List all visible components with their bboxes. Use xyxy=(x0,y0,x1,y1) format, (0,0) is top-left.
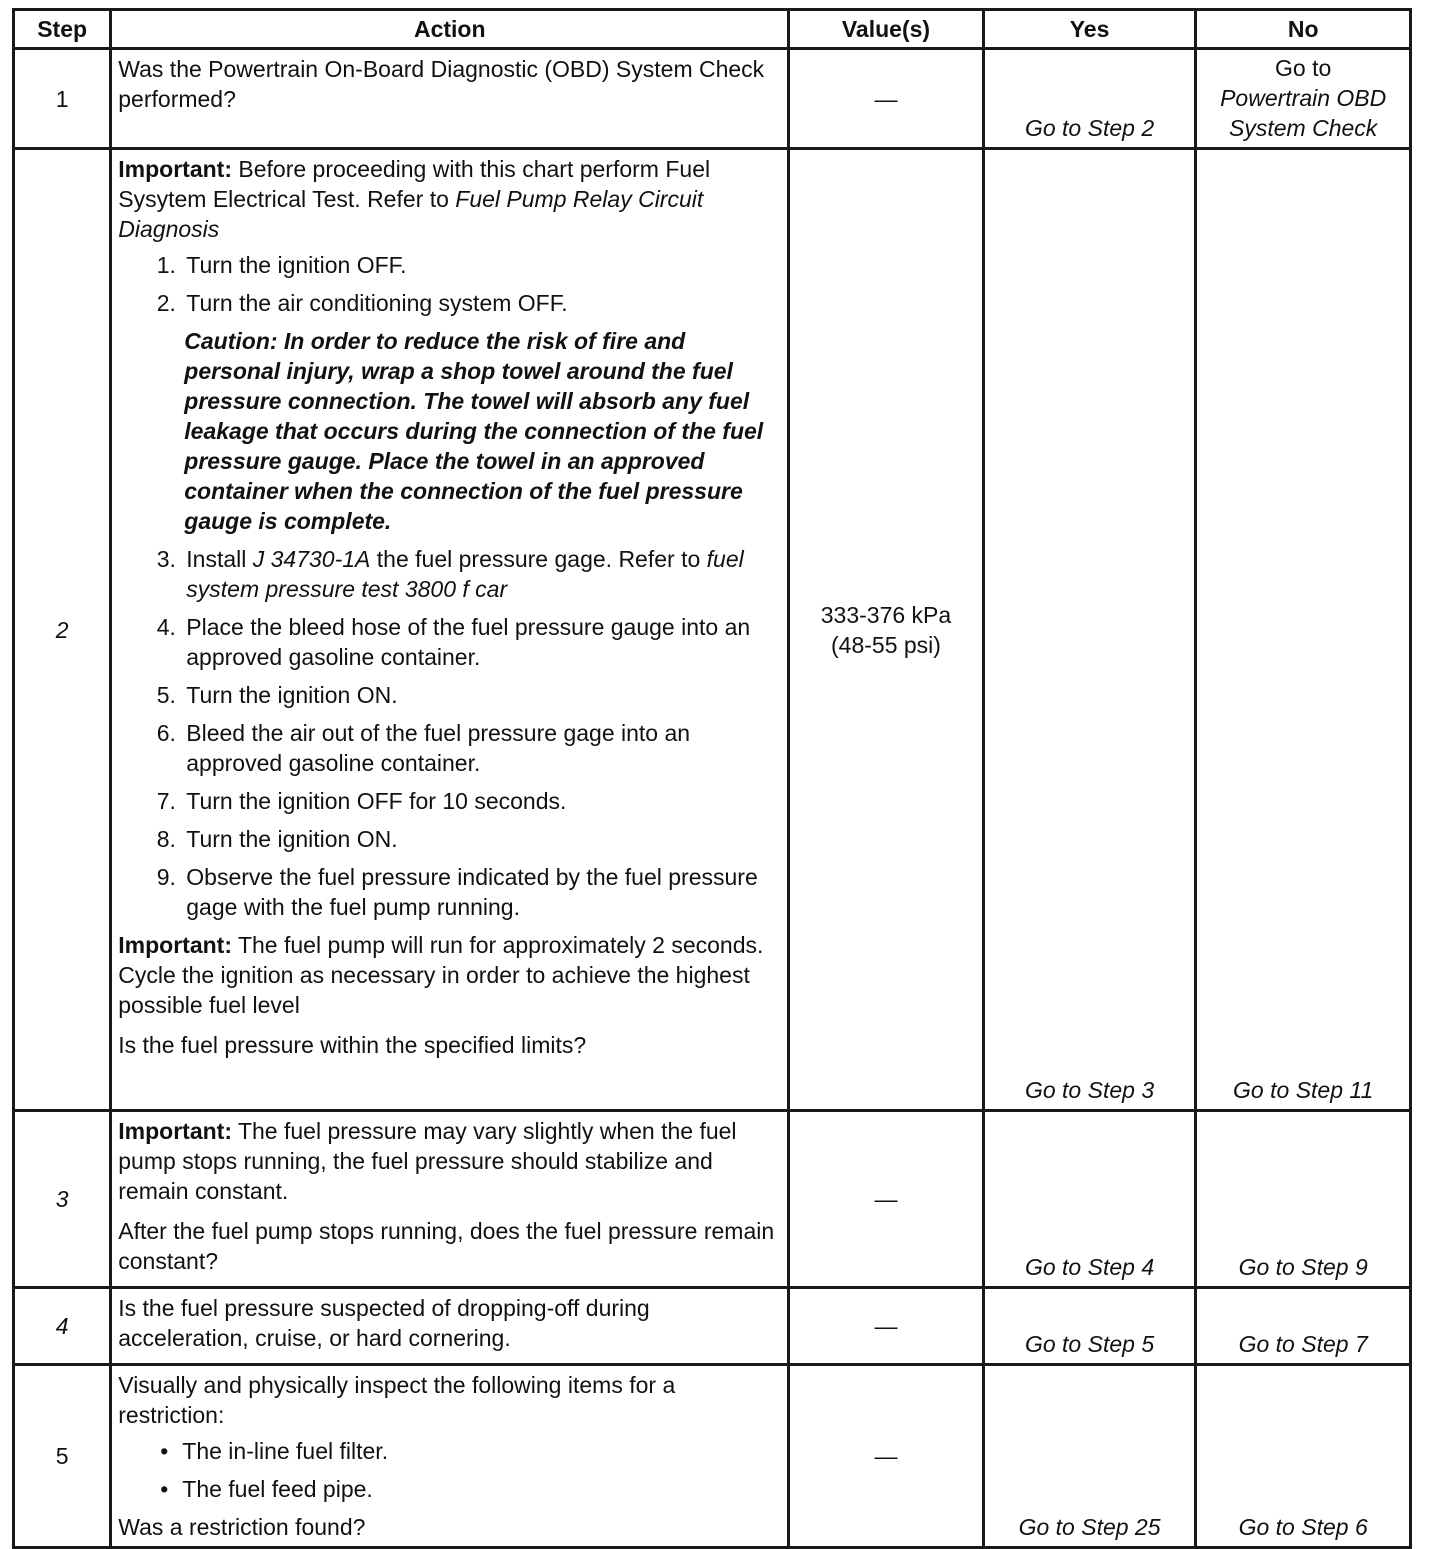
action-question: After the fuel pump stops running, does the fuel pressure remain constant? xyxy=(118,1218,775,1274)
diagnostic-table xyxy=(12,8,1412,1549)
important-label: Important: xyxy=(118,932,232,958)
action-cell xyxy=(111,49,789,149)
list-item xyxy=(160,1474,781,1504)
action-cell xyxy=(111,1288,789,1365)
value-cell: — xyxy=(789,1288,984,1365)
procedure-step: 7. Turn the ignition OFF for 10 seconds. xyxy=(182,786,781,816)
important-note-2 xyxy=(118,930,781,1020)
yes-cell: Go to Step 4 xyxy=(983,1111,1196,1288)
yes-cell: Go to Step 3 xyxy=(983,149,1196,1111)
step-number: 3 xyxy=(14,1111,111,1288)
step-number: 2 xyxy=(14,149,111,1111)
step-number: 4 xyxy=(14,1288,111,1365)
procedure-step: 1. Turn the ignition OFF. xyxy=(182,250,781,280)
header-step: Step xyxy=(14,10,111,49)
list-item-text: The in-line fuel filter. xyxy=(182,1438,389,1464)
header-value: Value(s) xyxy=(789,10,984,49)
no-cell: Go to Step 7 xyxy=(1196,1288,1411,1365)
important-text: Before proceeding with this chart perform Fuel Sysytem Electrical Test. Refer to xyxy=(118,156,711,212)
procedure-step: 9. Observe the fuel pressure indicated by the fuel pressure gage with the fuel pump running. xyxy=(182,862,781,922)
list-item-text: The fuel feed pipe. xyxy=(182,1476,373,1502)
test-ref: fuel system pressure test 3800 f car xyxy=(186,546,744,602)
bullet-icon: • xyxy=(160,1438,169,1464)
procedure-step: 4. Place the bleed hose of the fuel pressure gauge into an approved gasoline container. xyxy=(182,612,781,672)
procedure-list-b xyxy=(118,544,781,922)
important-ref: Fuel Pump Relay Circuit Diagnosis xyxy=(118,186,704,242)
no-cell: Go to Step 9 xyxy=(1196,1111,1411,1288)
action-question: Was a restriction found? xyxy=(118,1514,366,1540)
header-row xyxy=(14,10,1411,49)
table-row-step-2 xyxy=(14,149,1411,1111)
procedure-step: 5. Turn the ignition ON. xyxy=(182,680,781,710)
bullet-icon: • xyxy=(160,1476,169,1502)
step3-prefix: Install xyxy=(186,546,253,572)
no-cell: Go to Step 6 xyxy=(1196,1365,1411,1548)
action-cell xyxy=(111,1111,789,1288)
no-link-ref: Powertrain OBD System Check xyxy=(1220,85,1387,141)
important-note xyxy=(118,154,781,244)
important-label: Important: xyxy=(118,156,232,182)
value-cell xyxy=(789,149,984,1111)
procedure-step: 2. Turn the air conditioning system OFF. xyxy=(182,288,781,318)
important-text: The fuel pressure may vary slightly when the fuel pump stops running, the fuel pressure should stabilize and remain constant. xyxy=(118,1118,737,1204)
no-cell: Go to Step 11 xyxy=(1196,149,1411,1111)
caution-note: Caution: In order to reduce the risk of fire and personal injury, wrap a shop towel around the fuel pressure connection. The towel will absorb any fuel leakage that occurs during the connection of the fuel pressure gauge. Place the towel in an approved container when the connection of the fuel pressure gauge is complete. xyxy=(184,328,764,534)
table-row-step-3 xyxy=(14,1111,1411,1288)
yes-cell: Go to Step 25 xyxy=(983,1365,1196,1548)
list-item xyxy=(160,1436,781,1466)
header-yes: Yes xyxy=(983,10,1196,49)
header-action: Action xyxy=(111,10,789,49)
table-row-step-5 xyxy=(14,1365,1411,1548)
value-psi: (48-55 psi) xyxy=(831,631,941,658)
step3-mid: the fuel pressure gage. Refer to xyxy=(370,546,707,572)
table-row-step-1 xyxy=(14,49,1411,149)
inspection-list xyxy=(118,1436,781,1504)
procedure-step: 8. Turn the ignition ON. xyxy=(182,824,781,854)
header-no: No xyxy=(1196,10,1411,49)
step-number: 5 xyxy=(14,1365,111,1548)
important-text: The fuel pump will run for approximately 2 seconds. Cycle the ignition as necessary in order to achieve the highest possible fuel level xyxy=(118,932,764,1018)
step-number: 1 xyxy=(14,49,111,149)
action-cell xyxy=(111,149,789,1111)
procedure-list-a xyxy=(118,250,781,318)
important-label: Important: xyxy=(118,1118,232,1144)
action-question: Was the Powertrain On-Board Diagnostic (OBD) System Check performed? xyxy=(118,56,765,112)
no-cell xyxy=(1196,49,1411,149)
procedure-step: 6. Bleed the air out of the fuel pressure gage into an approved gasoline container. xyxy=(182,718,781,778)
no-prefix: Go to xyxy=(1275,55,1332,81)
table-row-step-4 xyxy=(14,1288,1411,1365)
value-kpa: 333-376 kPa xyxy=(820,601,952,628)
action-intro: Visually and physically inspect the following items for a restriction: xyxy=(118,1372,676,1428)
action-question: Is the fuel pressure within the specified limits? xyxy=(118,1032,587,1058)
value-cell: — xyxy=(789,1365,984,1548)
procedure-step xyxy=(182,544,781,604)
action-cell xyxy=(111,1365,789,1548)
yes-cell: Go to Step 2 xyxy=(983,49,1196,149)
tool-ref: J 34730-1A xyxy=(252,546,371,572)
value-cell: — xyxy=(789,1111,984,1288)
action-question: Is the fuel pressure suspected of dropping-off during acceleration, cruise, or hard cornering. xyxy=(118,1295,650,1351)
important-note xyxy=(118,1116,781,1206)
yes-cell: Go to Step 5 xyxy=(983,1288,1196,1365)
value-cell: — xyxy=(789,49,984,149)
